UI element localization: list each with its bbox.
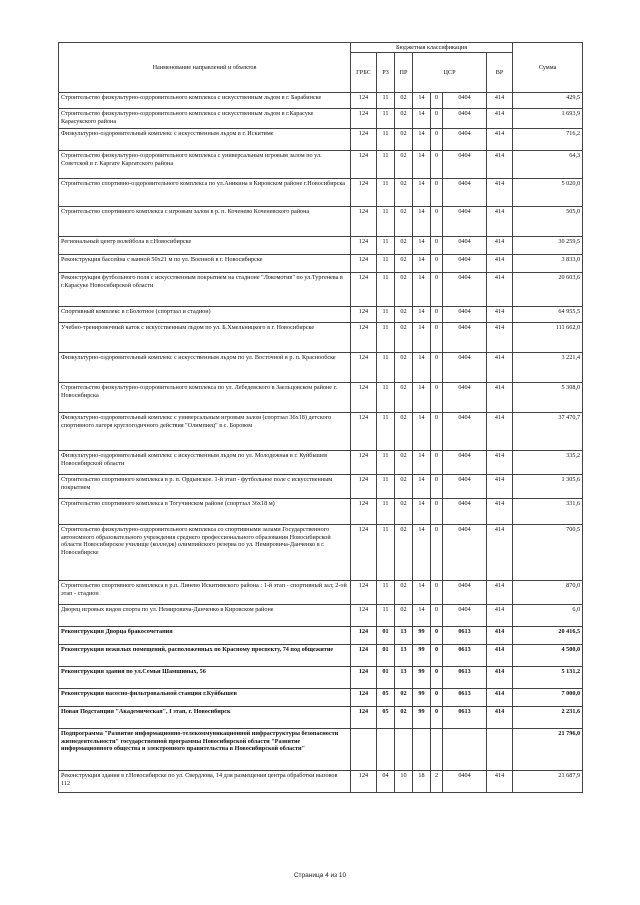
row-name: Спортивный комплекс в г.Болотное (спортзал и стадион) [59,307,351,323]
row-vr: 414 [487,667,513,689]
row-grbs [351,729,377,771]
row-name: Подпрограмма "Развитие информационно-телекоммуникационной инфраструктуры безопасности жизнедеятельности" государственной программы Новосибирской области "Развитие информационного общества и электронного правительства в Новосибирской области" [59,729,351,771]
row-name: Строительство физкультурно-оздоровительного комплекса по ул. Лебедевского в Заельцовском районе г. Новосибирска [59,383,351,413]
row-pr: 02 [395,499,413,525]
row-sum: 505,0 [513,207,583,237]
row-csr-subprogram: 0 [431,383,443,413]
row-grbs: 124 [351,645,377,667]
row-csr-program: 14 [413,353,431,383]
row-rz: 11 [377,451,395,475]
row-pr: 02 [395,151,413,179]
row-csr-subprogram: 0 [431,451,443,475]
row-sum: 700,5 [513,525,583,581]
row-csr-subprogram: 0 [431,581,443,605]
row-name: Реконструкция бассейна с ванной 50х21 м по ул. Военной в г. Новосибирске [59,255,351,273]
row-csr-program: 14 [413,109,431,129]
row-name: Новая Подстанция "Академическая", I этап, г. Новосибирск [59,707,351,729]
row-rz: 11 [377,255,395,273]
row-vr: 414 [487,499,513,525]
row-sum: 21 687,9 [513,771,583,793]
row-sum: 716,2 [513,129,583,151]
header-name: Наименование направлений и объектов [59,43,351,93]
row-vr: 414 [487,109,513,129]
row-grbs: 124 [351,307,377,323]
row-vr: 414 [487,93,513,109]
row-csr-subprogram: 0 [431,667,443,689]
table-row [59,475,583,499]
row-name: Реконструкция нежилых помещений, расположенных по Красному проспекту, 74 под общежитие [59,645,351,667]
row-vr: 414 [487,179,513,207]
row-pr: 02 [395,307,413,323]
row-csr-program: 14 [413,605,431,627]
table-row [59,93,583,109]
row-pr: 02 [395,413,413,451]
row-grbs: 124 [351,451,377,475]
row-rz: 11 [377,237,395,255]
row-csr-program [413,729,431,771]
row-csr-subprogram: 2 [431,771,443,793]
row-pr: 02 [395,525,413,581]
table-row [59,707,583,729]
row-grbs: 124 [351,475,377,499]
table-row [59,323,583,353]
row-name: Строительство спортивного комплекса в р.п. Линево Искитимского района : 1-й этап - спортивный зал; 2-ой этап - стадион [59,581,351,605]
row-name: Строительство физкультурно-оздоровительного комплекса с искусственным льдом в г. Барабинске [59,93,351,109]
row-rz: 01 [377,645,395,667]
row-pr: 02 [395,273,413,307]
row-pr: 02 [395,93,413,109]
row-sum: 20 416,5 [513,627,583,645]
row-sum: 20 603,6 [513,273,583,307]
row-sum: 429,5 [513,93,583,109]
table-body [59,93,583,793]
row-vr: 414 [487,237,513,255]
row-grbs: 124 [351,179,377,207]
row-csr-code: 0613 [443,667,487,689]
row-grbs: 124 [351,689,377,707]
row-grbs: 124 [351,273,377,307]
row-name: Реконструкция насосно-фильтровальной станции г.Куйбышев [59,689,351,707]
row-rz: 11 [377,605,395,627]
row-sum: 331,6 [513,499,583,525]
row-grbs: 124 [351,207,377,237]
header-grbs: ГРБС [351,53,377,93]
row-sum: 1 305,6 [513,475,583,499]
row-csr-subprogram: 0 [431,207,443,237]
row-rz: 04 [377,771,395,793]
row-csr-code: 0404 [443,451,487,475]
row-rz: 11 [377,581,395,605]
row-rz: 11 [377,207,395,237]
row-rz: 11 [377,475,395,499]
row-rz: 11 [377,353,395,383]
header-pr: ПР [395,53,413,93]
row-pr: 02 [395,129,413,151]
row-csr-program: 99 [413,689,431,707]
row-sum: 7 000,0 [513,689,583,707]
row-csr-program: 14 [413,475,431,499]
table-row [59,353,583,383]
row-vr: 414 [487,307,513,323]
row-grbs: 124 [351,499,377,525]
table-row [59,451,583,475]
row-name: Реконструкция Дворца бракосочетания [59,627,351,645]
row-grbs: 124 [351,525,377,581]
row-csr-program: 14 [413,151,431,179]
row-vr: 414 [487,451,513,475]
row-sum: 870,0 [513,581,583,605]
row-csr-program: 14 [413,581,431,605]
row-csr-subprogram: 0 [431,323,443,353]
row-csr-code: 0404 [443,605,487,627]
row-csr-subprogram: 0 [431,151,443,179]
row-vr: 414 [487,273,513,307]
row-vr: 414 [487,689,513,707]
row-csr-subprogram: 0 [431,707,443,729]
row-csr-program: 14 [413,307,431,323]
row-rz: 11 [377,273,395,307]
row-rz: 11 [377,129,395,151]
row-grbs: 124 [351,93,377,109]
table-row [59,729,583,771]
row-csr-subprogram: 0 [431,255,443,273]
row-csr-subprogram: 0 [431,273,443,307]
row-name: Реконструкция здания в г.Новосибирске по ул. Свердлова, 14 для размещения центра обработки вызовов 112 [59,771,351,793]
row-csr-code: 0404 [443,129,487,151]
header-budget-classification: Бюджетная классификация [351,43,513,53]
row-csr-code: 0404 [443,499,487,525]
row-grbs: 124 [351,605,377,627]
row-csr-code: 0404 [443,255,487,273]
row-pr: 02 [395,179,413,207]
row-sum: 4 500,0 [513,645,583,667]
row-vr: 414 [487,323,513,353]
row-csr-program: 14 [413,525,431,581]
row-rz: 05 [377,689,395,707]
row-grbs: 124 [351,667,377,689]
row-vr: 414 [487,207,513,237]
row-pr: 13 [395,645,413,667]
row-csr-subprogram: 0 [431,93,443,109]
row-csr-code [443,729,487,771]
table-row [59,645,583,667]
row-vr: 414 [487,771,513,793]
row-grbs: 124 [351,109,377,129]
row-csr-code: 0613 [443,689,487,707]
table-row [59,273,583,307]
row-csr-code: 0613 [443,645,487,667]
row-csr-program: 14 [413,451,431,475]
row-name: Строительство спортивного комплекса в р. п. Ордынское. 1-й этап - футбольное поле с искусственным покрытием [59,475,351,499]
row-sum: 111 662,0 [513,323,583,353]
row-name: Строительство спортивно-оздоровительного комплекса по ул.Аникина в Кировском районе г.Новосибирска [59,179,351,207]
row-csr-subprogram: 0 [431,237,443,255]
row-name: Строительство спортивного комплекса в Тогучинском районе (спортзал 36х18 м) [59,499,351,525]
row-grbs: 124 [351,581,377,605]
row-csr-code: 0404 [443,383,487,413]
row-grbs: 124 [351,353,377,383]
row-grbs: 124 [351,627,377,645]
row-grbs: 124 [351,707,377,729]
budget-table [58,42,583,793]
page-number: Страница 4 из 10 [293,872,347,879]
table-row [59,307,583,323]
row-rz: 11 [377,499,395,525]
row-name: Учебно-тренировочный каток с искусственным льдом по ул. Б.Хмельницкого в г. Новосибирске [59,323,351,353]
row-csr-subprogram: 0 [431,179,443,207]
row-rz: 11 [377,109,395,129]
row-sum: 64 955,5 [513,307,583,323]
table-row [59,605,583,627]
row-csr-subprogram: 0 [431,109,443,129]
row-pr: 02 [395,689,413,707]
row-sum: 3 833,0 [513,255,583,273]
row-csr-subprogram: 0 [431,627,443,645]
table-row [59,383,583,413]
row-csr-program: 18 [413,771,431,793]
row-vr: 414 [487,525,513,581]
row-pr: 02 [395,475,413,499]
table-row [59,179,583,207]
row-csr-subprogram: 0 [431,499,443,525]
row-rz: 11 [377,151,395,179]
row-name: Дворец игровых видов спорта по ул. Немировича-Данченко в Кировском районе [59,605,351,627]
row-name: Физкультурно-оздоровительный комплекс с универсальным игровым залом (спортзал 36х18) детского спортивного лагеря круглогодичного действия "Олимпиец" в с. Боровом [59,413,351,451]
row-rz: 11 [377,383,395,413]
row-name: Реконструкция футбольного поля с искусственным покрытием на стадионе "Локомотив" по ул.Тургенева в г.Карасуке Новосибирской области [59,273,351,307]
row-csr-code: 0404 [443,207,487,237]
row-name: Строительство физкультурно-оздоровительного комплекса с универсальным игровым залом по ул. Советской в г. Каргате Каргатского района [59,151,351,179]
row-pr: 02 [395,255,413,273]
row-vr: 414 [487,707,513,729]
table-row [59,771,583,793]
row-csr-subprogram [431,729,443,771]
row-csr-program: 14 [413,323,431,353]
row-vr: 414 [487,383,513,413]
table-row [59,207,583,237]
row-name: Региональный центр волейбола в г.Новосибирске [59,237,351,255]
row-csr-code: 0613 [443,627,487,645]
row-grbs: 124 [351,237,377,255]
row-pr: 13 [395,627,413,645]
row-vr: 414 [487,475,513,499]
header-sum: Сумма [513,43,583,93]
row-csr-program: 14 [413,383,431,413]
table-row [59,689,583,707]
row-vr: 414 [487,129,513,151]
row-csr-subprogram: 0 [431,525,443,581]
row-csr-code: 0613 [443,707,487,729]
row-grbs: 124 [351,129,377,151]
row-rz: 11 [377,307,395,323]
row-name: Физкультурно-оздоровительный комплекс с искусственным льдом в г. Искитиме [59,129,351,151]
row-csr-subprogram: 0 [431,129,443,151]
row-rz [377,729,395,771]
row-name: Физкультурно-оздоровительный комплекс с искусственным льдом по ул. Восточной в р. п. Краснообске [59,353,351,383]
row-pr: 10 [395,771,413,793]
row-csr-subprogram: 0 [431,353,443,383]
row-pr: 13 [395,667,413,689]
table-row [59,151,583,179]
row-sum: 335,2 [513,451,583,475]
row-csr-subprogram: 0 [431,475,443,499]
row-csr-code: 0404 [443,93,487,109]
table-row [59,109,583,129]
row-name: Строительство спортивного комплекса с игровым залом в р. п. Коченево Коченевского района [59,207,351,237]
row-vr [487,729,513,771]
header-csr: ЦСР [413,53,487,93]
row-sum: 37 470,7 [513,413,583,451]
row-csr-code: 0404 [443,771,487,793]
row-csr-program: 14 [413,273,431,307]
row-vr: 414 [487,605,513,627]
row-name: Физкультурно-оздоровительный комплекс с искусственным льдом по ул. Молодежная в г. Куйбышев Новосибирской области [59,451,351,475]
row-sum: 3 221,4 [513,353,583,383]
row-grbs: 124 [351,771,377,793]
table-row [59,413,583,451]
row-pr: 02 [395,707,413,729]
row-sum: 6,0 [513,605,583,627]
row-grbs: 124 [351,383,377,413]
row-csr-code: 0404 [443,273,487,307]
row-csr-code: 0404 [443,413,487,451]
row-rz: 01 [377,627,395,645]
row-pr: 02 [395,451,413,475]
table-row [59,627,583,645]
row-grbs: 124 [351,151,377,179]
row-csr-code: 0404 [443,323,487,353]
row-rz: 01 [377,667,395,689]
row-pr: 02 [395,323,413,353]
row-csr-subprogram: 0 [431,645,443,667]
row-rz: 11 [377,93,395,109]
table-row [59,667,583,689]
row-csr-program: 99 [413,667,431,689]
row-csr-code: 0404 [443,475,487,499]
row-csr-program: 99 [413,627,431,645]
row-sum: 21 796,0 [513,729,583,771]
row-csr-program: 14 [413,237,431,255]
row-csr-program: 14 [413,413,431,451]
row-vr: 414 [487,581,513,605]
row-csr-code: 0404 [443,353,487,383]
row-csr-code: 0404 [443,151,487,179]
row-grbs: 124 [351,255,377,273]
table-row [59,581,583,605]
row-vr: 414 [487,645,513,667]
row-grbs: 124 [351,413,377,451]
table-row [59,499,583,525]
row-csr-code: 0404 [443,525,487,581]
row-sum: 5 020,0 [513,179,583,207]
row-vr: 414 [487,353,513,383]
row-pr: 02 [395,109,413,129]
row-csr-code: 0404 [443,109,487,129]
row-csr-subprogram: 0 [431,689,443,707]
row-csr-subprogram: 0 [431,413,443,451]
row-pr: 02 [395,383,413,413]
row-rz: 05 [377,707,395,729]
table-row [59,129,583,151]
row-sum: 5 131,2 [513,667,583,689]
row-rz: 11 [377,413,395,451]
row-csr-program: 14 [413,93,431,109]
row-csr-program: 99 [413,645,431,667]
row-vr: 414 [487,151,513,179]
row-csr-code: 0404 [443,237,487,255]
row-pr [395,729,413,771]
row-sum: 5 308,0 [513,383,583,413]
row-pr: 02 [395,605,413,627]
row-pr: 02 [395,237,413,255]
row-sum: 30 259,5 [513,237,583,255]
table-row [59,255,583,273]
row-csr-code: 0404 [443,179,487,207]
row-csr-program: 14 [413,499,431,525]
row-sum: 64,3 [513,151,583,179]
table-row [59,525,583,581]
row-csr-code: 0404 [443,581,487,605]
row-pr: 02 [395,207,413,237]
row-name: Строительство физкультурно-оздоровительного комплекса с искусственным льдом в г.Карасуке Карасукского района [59,109,351,129]
row-csr-program: 14 [413,255,431,273]
row-pr: 02 [395,581,413,605]
row-csr-program: 99 [413,707,431,729]
row-pr: 02 [395,353,413,383]
row-name: Строительство физкультурно-оздоровительного комплекса со спортивными залами Государственного автономного образовательного учреждения среднего профессионального образования Новосибирской области Новосибирское училище (колледж) олимпийского резерва по ул. Немировича-Данченко в г. Новосибирске [59,525,351,581]
row-vr: 414 [487,627,513,645]
row-grbs: 124 [351,323,377,353]
row-csr-program: 14 [413,179,431,207]
row-csr-code: 0404 [443,307,487,323]
row-csr-program: 14 [413,129,431,151]
row-vr: 414 [487,255,513,273]
row-rz: 11 [377,323,395,353]
row-sum: 1 693,9 [513,109,583,129]
row-vr: 414 [487,413,513,451]
row-rz: 11 [377,525,395,581]
header-rz: РЗ [377,53,395,93]
row-csr-subprogram: 0 [431,605,443,627]
row-rz: 11 [377,179,395,207]
row-csr-program: 14 [413,207,431,237]
table-row [59,237,583,255]
header-vr: ВР [487,53,513,93]
row-csr-subprogram: 0 [431,307,443,323]
row-sum: 2 231,6 [513,707,583,729]
row-name: Реконструкция здания по ул.Семьи Шамшиных, 56 [59,667,351,689]
